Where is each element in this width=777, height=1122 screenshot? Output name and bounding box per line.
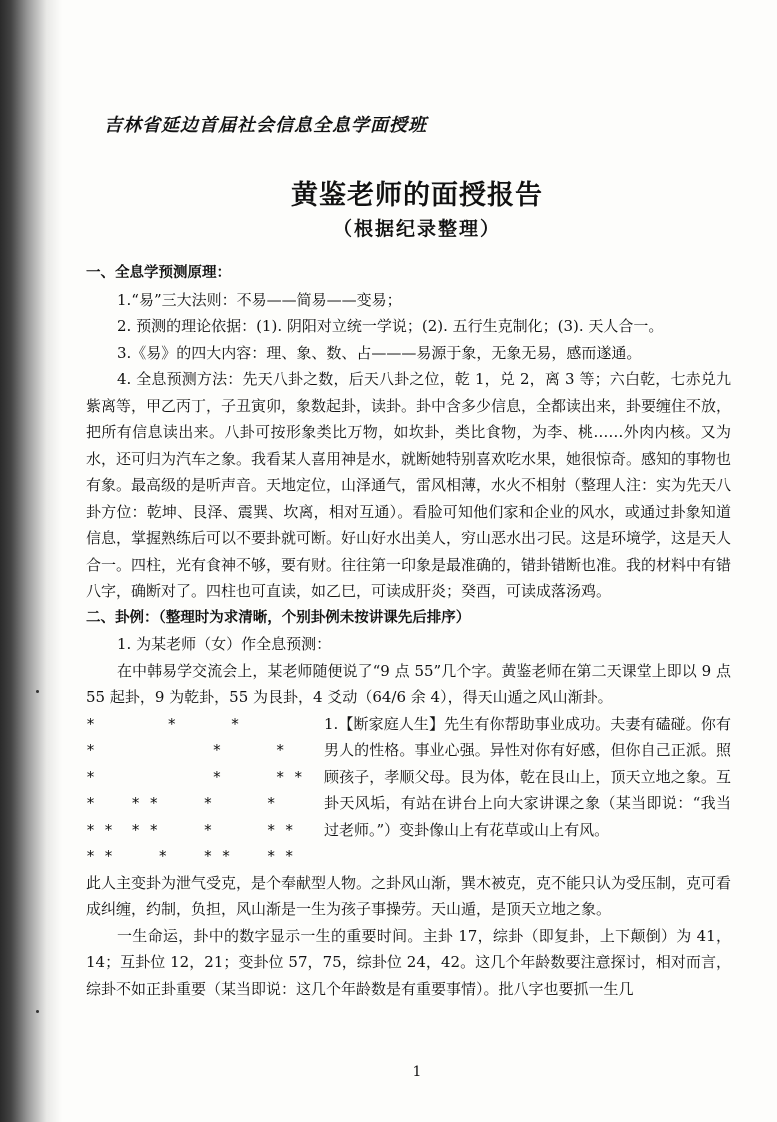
hexagram-line: * * * * * * * bbox=[86, 820, 294, 839]
book-spine-shadow bbox=[0, 0, 62, 1122]
hexagram-section bbox=[86, 711, 731, 870]
page-subtitle: （根据纪录整理） bbox=[332, 218, 501, 240]
scan-speck bbox=[36, 1010, 39, 1013]
hexagram-line: * * * * bbox=[86, 767, 303, 786]
hexagram-line: * * * bbox=[86, 714, 240, 733]
hexagram-line: * * * * * * * bbox=[86, 847, 294, 865]
hexagram-reading: 1.【断家庭人生】先生有你帮助事业成功。夫妻有磕碰。你有男人的性格。事业心强。异性对你有好感，但你自己正派。照顾孩子，孝顺父母。艮为体，乾在艮山上，顶天立地之象。互卦天风垢，有站在讲台上向大家讲课之象（某当即说：“我当过老师。”）变卦像山上有花草或山上有风。 bbox=[324, 714, 731, 839]
paragraph: 2. 预测的理论依据：(1). 阴阳对立统一学说；(2). 五行生克制化；(3). 天人合一。 bbox=[117, 317, 664, 335]
section-heading-2: 二、卦例：（整理时为求清晰，个别卦例未按讲课先后排序） bbox=[86, 609, 471, 626]
hexagram-line: * * * * * bbox=[86, 794, 276, 812]
document-body bbox=[86, 260, 731, 1002]
paragraph: 一生命运，卦中的数字显示一生的重要时间。主卦 17，综卦（即复卦，上下颠倒）为 41，14；互卦位 12，21；变卦位 57，75，综卦位 24，42。这几个年龄数要注意探讨，相对而言，综卦不如正卦重要（某当即说：这几个年龄数是有重要事情）。批八字也要抓一生几 bbox=[86, 926, 731, 998]
page-header: 吉林省延边首届社会信息全息学面授班 bbox=[104, 115, 427, 136]
paragraph: 此人主变卦为泄气受克，是个奉献型人物。之卦风山渐，巽木被克，克不能只认为受压制，克可看成纠缠，约制，负担，风山渐是一生为孩子事操劳。天山遁，是顶天立地之象。 bbox=[86, 873, 732, 918]
section-heading-1: 一、全息学预测原理： bbox=[86, 265, 231, 281]
page-title: 黄鉴老师的面授报告 bbox=[291, 180, 543, 211]
page-number: 1 bbox=[412, 1064, 422, 1080]
hexagram-line: * * * bbox=[86, 741, 285, 759]
paragraph: 1.“易”三大法则：不易——简易——变易； bbox=[117, 290, 402, 309]
hexagram-diagram bbox=[86, 711, 324, 870]
paragraph: 在中韩易学交流会上，某老师随便说了“9 点 55”几个字。黄鉴老师在第二天课堂上即以 9 点 55 起卦，9 为乾卦，55 为艮卦，4 爻动（64/6 余 4），得天山遁之风山渐卦。 bbox=[86, 661, 731, 706]
scan-speck bbox=[36, 690, 39, 693]
paragraph: 3.《易》的四大内容：理、象、数、占———易源于象，无象无易，感而遂通。 bbox=[117, 343, 642, 362]
paragraph: 4. 全息预测方法：先天八卦之数，后天八卦之位，乾 1，兑 2，离 3 等；六白乾，七赤兑九紫离等，甲乙丙丁，子丑寅卯，象数起卦，读卦。卦中含多少信息，全都读出来，卦要缠住不放，把所有信息读出来。八卦可按形象类比万物，如坎卦，类比食物，为李、桃……外肉内核。又为水，还可归为汽车之象。我看某人喜用神是水，就断她特别喜欢吃水果，她很惊奇。感知的事物也有象。最高级的是听声音。天地定位，山泽通气，雷风相薄，水火不相射（整理人注：实为先天八卦方位：乾坤、艮泽、震巽、坎离，相对互通）。看脸可知他们家和企业的风水，或通过卦象知道信息，掌握熟练后可以不要卦就可断。好山好水出美人，穷山恶水出刁民。这是环境学，这是天人合一。四柱，光有食神不够，要有财。往往第一印象是最准确的，错卦错断也准。我的材料中有错八字，确断对了。四柱也可直读，如乙巳，可读成肝炎；癸酉，可读成落汤鸡。 bbox=[86, 370, 732, 600]
paragraph: 1. 为某老师（女）作全息预测： bbox=[117, 635, 332, 653]
